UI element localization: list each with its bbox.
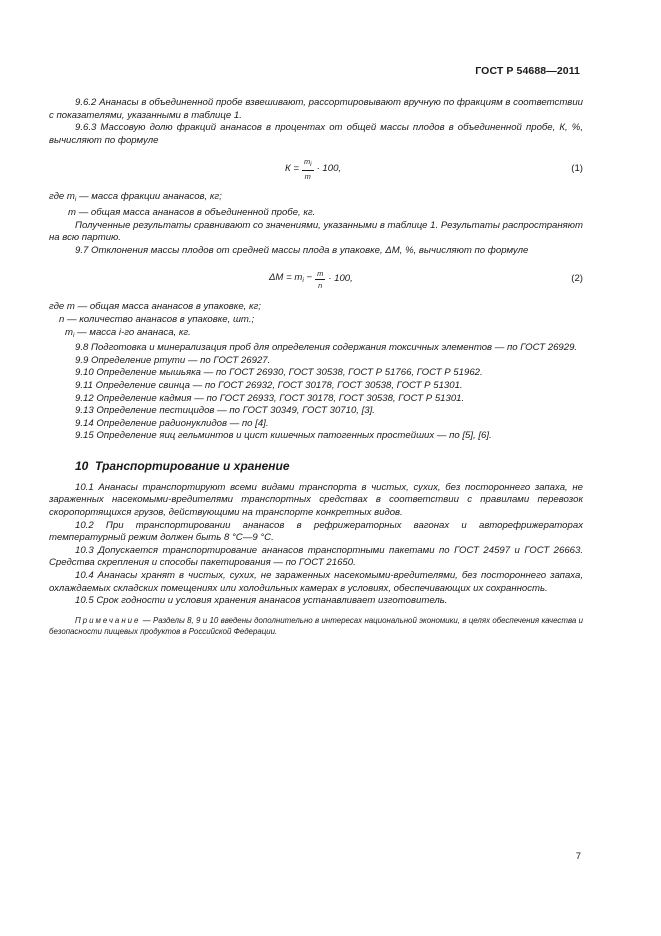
- formula-2-denominator: n: [318, 280, 323, 290]
- formula-1-fraction: [302, 157, 314, 181]
- formula-1-lhs: К =: [285, 163, 299, 175]
- where-2-mi: $m_i$ — масса i-го ананаса, кг.: [65, 326, 191, 339]
- formula-1-numerator: $m_i$: [302, 157, 314, 171]
- paragraph-10-5: 10.5 Срок годности и условия хранения ананасов устанавливает изготовитель.: [75, 595, 448, 607]
- paragraph-9-6-3: 9.6.3 Массовую долю фракций ананасов в процентах от общей массы плодов в объединенной пробе, К, %, вычисляют по формуле: [49, 122, 583, 146]
- formula-1-expression: [285, 147, 341, 191]
- formula-2-numerator: m: [317, 268, 324, 278]
- formula-2-expression: [269, 257, 353, 301]
- paragraph-9-15: 9.15 Определение яиц гельминтов и цист кишечных патогенных простейших — по [5], [6].: [75, 430, 492, 442]
- paragraph-9-13: 9.13 Определение пестицидов — по ГОСТ 30349, ГОСТ 30710, [3].: [75, 405, 375, 417]
- paragraph-9-9: 9.9 Определение ртути — по ГОСТ 26927.: [75, 354, 271, 366]
- note-label: Примечание: [75, 615, 141, 625]
- paragraph-10-3: 10.3 Допускается транспортирование ананасов транспортными пакетами по ГОСТ 24597 и ГОСТ 26663. Средства скрепления и способы пакетирования — по ГОСТ 21650.: [49, 544, 583, 569]
- section-10-title: Транспортирование и хранение: [95, 458, 290, 473]
- document-header: ГОСТ Р 54688—2011: [475, 65, 580, 77]
- where-1-mi: где $m_i$ — масса фракции ананасов, кг;: [49, 191, 222, 204]
- paragraph-9-14: 9.14 Определение радионуклидов — по [4].: [75, 417, 269, 429]
- formula-2-lhs: $\Delta М = m_i$ −: [269, 271, 313, 284]
- formula-1: [49, 147, 583, 191]
- formula-2: [49, 257, 583, 301]
- where-1-m: m — общая масса ананасов в объединенной пробе, кг.: [68, 206, 316, 218]
- page-number: 7: [575, 851, 581, 862]
- section-10-heading: [75, 459, 583, 473]
- where-2-n: n — количество ананасов в упаковке, шт.;: [59, 313, 255, 325]
- formula-1-number: (1): [571, 163, 583, 175]
- where-2-m: где m — общая масса ананасов в упаковке, кг;: [49, 301, 261, 313]
- paragraph-10-2: 10.2 При транспортировании ананасов в рефрижераторных вагонах и авторефрижераторах температурный режим должен быть 8 °С—9 °С.: [49, 519, 583, 544]
- formula-2-tail: · 100,: [328, 273, 353, 285]
- paragraph-10-1: 10.1 Ананасы транспортируют всеми видами транспорта в чистых, сухих, без постороннего запаха, не зараженных насекомыми-вредителями транспортных средствах в соответствии с правилами перевозок скоропортящихся грузов, действующими на транспорте конкретных видов.: [49, 481, 583, 519]
- paragraph-9-8: 9.8 Подготовка и минерализация проб для определения содержания токсичных элементов — по ГОСТ 26929.: [75, 342, 578, 354]
- paragraph-9-7: 9.7 Отклонения массы плодов от средней массы плода в упаковке, ΔМ, %, вычисляют по формуле: [75, 244, 529, 256]
- paragraph-9-12: 9.12 Определение кадмия — по ГОСТ 26933, ГОСТ 30178, ГОСТ 30538, ГОСТ Р 51301.: [75, 392, 465, 404]
- note-text: — Разделы 8, 9 и 10 введены дополнительно в интересах национальной экономики, в целях обеспечения качества и безопасности пищевых продуктов в Российской Федерации.: [49, 615, 583, 636]
- page-body: [49, 97, 583, 637]
- paragraph-9-10: 9.10 Определение мышьяка — по ГОСТ 26930, ГОСТ 30538, ГОСТ Р 51766, ГОСТ Р 51962.: [75, 367, 483, 379]
- paragraph-9-11: 9.11 Определение свинца — по ГОСТ 26932, ГОСТ 30178, ГОСТ 30538, ГОСТ Р 51301.: [75, 379, 463, 391]
- section-10-number: 10: [75, 458, 89, 473]
- formula-1-tail: · 100,: [316, 163, 342, 175]
- paragraph-9-6-2: 9.6.2 Ананасы в объединенной пробе взвешивают, рассортировывают вручную по фракциям в соответствии с показателями, указанными в таблице 1.: [49, 97, 583, 121]
- note: [49, 615, 583, 637]
- formula-2-number: (2): [571, 273, 583, 285]
- formula-1-denominator: m: [304, 172, 311, 182]
- paragraph-results: Полученные результаты сравнивают со значениями, указанными в таблице 1. Результаты распространяют на всю партию.: [49, 219, 583, 244]
- formula-2-fraction: [315, 269, 325, 290]
- paragraph-10-4: 10.4 Ананасы хранят в чистых, сухих, не зараженных насекомыми-вредителями, без постороннего запаха, охлаждаемых складских помещениях или холодильных камерах в условиях, обеспечивающих их сохранность.: [49, 570, 583, 594]
